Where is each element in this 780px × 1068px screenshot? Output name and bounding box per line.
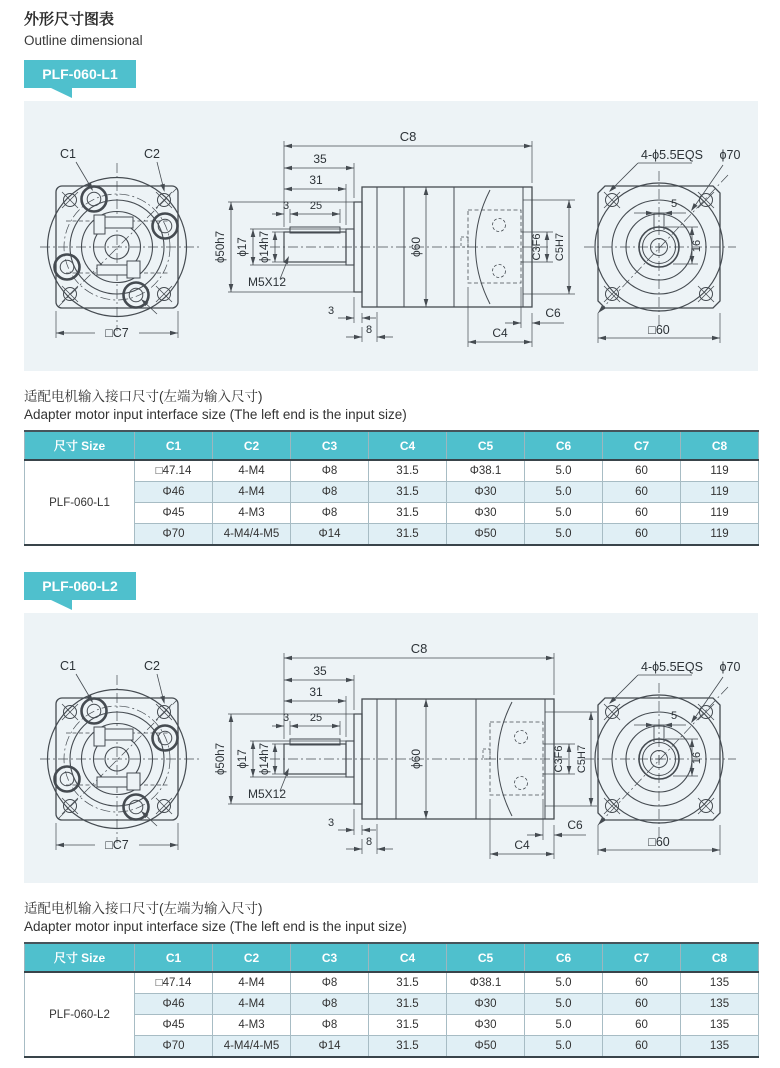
table-header-cell: C3	[291, 431, 369, 460]
table-cell: 60	[603, 972, 681, 994]
table-cell: 4-M4	[213, 482, 291, 503]
svg-text:C3F6: C3F6	[531, 233, 543, 261]
svg-text:5: 5	[670, 710, 678, 722]
svg-text:C8: C8	[399, 129, 417, 144]
svg-text:3: 3	[282, 712, 290, 724]
svg-text:16: 16	[691, 751, 703, 765]
svg-text:35: 35	[313, 152, 327, 166]
page-subtitle: Outline dimensional	[24, 33, 143, 48]
model-badge-label: PLF-060-L1	[42, 66, 118, 82]
technical-drawing	[24, 101, 758, 371]
table-cell: 4-M4/4-M5	[213, 1036, 291, 1058]
table-cell: Φ30	[447, 482, 525, 503]
table-cell: Φ8	[291, 503, 369, 524]
table-cell: Φ70	[135, 524, 213, 546]
section-plf-060-l1	[24, 60, 757, 546]
svg-text:C4: C4	[514, 838, 530, 852]
table-cell: 5.0	[525, 994, 603, 1015]
table-cell: Φ14	[291, 1036, 369, 1058]
table-header-cell: C7	[603, 943, 681, 972]
table-cell: Φ45	[135, 1015, 213, 1036]
table-cell: 31.5	[369, 972, 447, 994]
table-cell: 135	[681, 1015, 759, 1036]
table-cell: 135	[681, 972, 759, 994]
table-cell: 5.0	[525, 503, 603, 524]
table-cell: 4-M3	[213, 1015, 291, 1036]
note-en: Adapter motor input interface size (The left end is the input size)	[24, 919, 407, 934]
svg-text:C5H7: C5H7	[554, 232, 566, 262]
table-cell: 5.0	[525, 524, 603, 546]
table-cell: 60	[603, 994, 681, 1015]
table-row	[25, 1036, 759, 1058]
table-cell: 119	[681, 503, 759, 524]
svg-text:8: 8	[365, 324, 373, 336]
table-header-cell: C8	[681, 943, 759, 972]
table-cell: Φ45	[135, 503, 213, 524]
table-cell: Φ46	[135, 482, 213, 503]
svg-text:C1: C1	[60, 659, 76, 673]
svg-text:4-ϕ5.5EQS: 4-ϕ5.5EQS	[641, 660, 703, 674]
table-cell: 31.5	[369, 524, 447, 546]
table-cell: 119	[681, 524, 759, 546]
svg-text:ϕ50h7: ϕ50h7	[215, 230, 227, 264]
table-cell: 31.5	[369, 482, 447, 503]
table-row	[25, 482, 759, 503]
table-cell: 31.5	[369, 503, 447, 524]
table-header-cell: 尺寸 Size	[25, 943, 135, 972]
svg-text:C2: C2	[144, 659, 160, 673]
table-cell: 5.0	[525, 1015, 603, 1036]
table-cell: Φ50	[447, 524, 525, 546]
svg-text:ϕ50h7: ϕ50h7	[215, 742, 227, 776]
table-cell: 31.5	[369, 994, 447, 1015]
svg-text:C5H7: C5H7	[576, 744, 588, 774]
table-cell: 60	[603, 1015, 681, 1036]
table-header-cell: C6	[525, 943, 603, 972]
svg-text:35: 35	[313, 664, 327, 678]
svg-text:ϕ14h7: ϕ14h7	[259, 230, 271, 264]
table-cell: 4-M4	[213, 972, 291, 994]
svg-text:M5X12: M5X12	[247, 787, 287, 801]
model-badge	[24, 60, 136, 88]
svg-text:ϕ70: ϕ70	[719, 148, 741, 162]
svg-text:8: 8	[365, 836, 373, 848]
svg-text:31: 31	[309, 685, 323, 699]
table-row-label: PLF-060-L1	[25, 460, 135, 545]
table-header-cell: C4	[369, 431, 447, 460]
svg-text:25: 25	[309, 712, 323, 724]
table-cell: Φ70	[135, 1036, 213, 1058]
svg-text:ϕ14h7: ϕ14h7	[259, 742, 271, 776]
table-row	[25, 1015, 759, 1036]
svg-text:25: 25	[309, 200, 323, 212]
table-cell: Φ30	[447, 503, 525, 524]
table-cell: Φ30	[447, 1015, 525, 1036]
model-badge	[24, 572, 136, 600]
table-cell: 4-M4	[213, 994, 291, 1015]
svg-text:C8: C8	[410, 641, 428, 656]
table-cell: 31.5	[369, 1015, 447, 1036]
svg-text:3: 3	[327, 305, 335, 317]
table-row-label: PLF-060-L2	[25, 972, 135, 1057]
table-row	[25, 460, 759, 482]
table-cell: 60	[603, 1036, 681, 1058]
table-cell: Φ14	[291, 524, 369, 546]
table-cell: 60	[603, 482, 681, 503]
table-cell: 4-M4	[213, 460, 291, 482]
table-row	[25, 972, 759, 994]
svg-text:5: 5	[670, 198, 678, 210]
svg-text:C4: C4	[492, 326, 508, 340]
dimension-table	[24, 942, 759, 1058]
table-cell: Φ8	[291, 994, 369, 1015]
table-cell: 60	[603, 503, 681, 524]
table-cell: 5.0	[525, 972, 603, 994]
table-header-cell: C6	[525, 431, 603, 460]
table-cell: Φ46	[135, 994, 213, 1015]
svg-text:□60: □60	[648, 835, 670, 849]
svg-text:4-ϕ5.5EQS: 4-ϕ5.5EQS	[641, 148, 703, 162]
drawing-panel	[24, 613, 758, 883]
technical-drawing	[24, 613, 758, 883]
note-zh: 适配电机输入接口尺寸(左端为输入尺寸)	[24, 901, 263, 916]
svg-text:3: 3	[282, 200, 290, 212]
table-cell: 4-M3	[213, 503, 291, 524]
table-header-cell: 尺寸 Size	[25, 431, 135, 460]
table-header-cell: C2	[213, 431, 291, 460]
svg-text:31: 31	[309, 173, 323, 187]
table-cell: 4-M4/4-M5	[213, 524, 291, 546]
svg-text:M5X12: M5X12	[247, 275, 287, 289]
svg-text:C1: C1	[60, 147, 76, 161]
table-cell: 5.0	[525, 460, 603, 482]
table-header-cell: C8	[681, 431, 759, 460]
table-header-cell: C1	[135, 431, 213, 460]
svg-text:C6: C6	[545, 306, 561, 320]
table-header-cell: C1	[135, 943, 213, 972]
svg-text:□C7: □C7	[105, 838, 129, 852]
table-cell: Φ38.1	[447, 460, 525, 482]
svg-text:C3F6: C3F6	[553, 745, 565, 773]
svg-text:C2: C2	[144, 147, 160, 161]
table-row	[25, 524, 759, 546]
table-cell: Φ30	[447, 994, 525, 1015]
table-cell: 135	[681, 994, 759, 1015]
table-cell: Φ8	[291, 1015, 369, 1036]
svg-text:ϕ60: ϕ60	[409, 236, 423, 258]
table-cell: Φ8	[291, 482, 369, 503]
table-cell: 31.5	[369, 460, 447, 482]
table-cell: 5.0	[525, 482, 603, 503]
table-row	[25, 503, 759, 524]
table-cell: 119	[681, 482, 759, 503]
table-cell: 31.5	[369, 1036, 447, 1058]
table-row	[25, 994, 759, 1015]
table-cell: 60	[603, 524, 681, 546]
table-cell: 119	[681, 460, 759, 482]
svg-text:ϕ60: ϕ60	[409, 748, 423, 770]
section-plf-060-l2	[24, 546, 757, 1058]
svg-text:16: 16	[691, 239, 703, 253]
svg-text:ϕ70: ϕ70	[719, 660, 741, 674]
note-en: Adapter motor input interface size (The left end is the input size)	[24, 407, 407, 422]
svg-text:C6: C6	[567, 818, 583, 832]
table-header-cell: C5	[447, 943, 525, 972]
table-cell: 60	[603, 460, 681, 482]
note-zh: 适配电机输入接口尺寸(左端为输入尺寸)	[24, 389, 263, 404]
table-header-cell: C2	[213, 943, 291, 972]
table-cell: 5.0	[525, 1036, 603, 1058]
model-badge-label: PLF-060-L2	[42, 578, 118, 594]
table-cell: Φ8	[291, 972, 369, 994]
table-cell: Φ8	[291, 460, 369, 482]
dimension-table	[24, 430, 759, 546]
table-header-cell: C3	[291, 943, 369, 972]
table-header-cell: C5	[447, 431, 525, 460]
table-cell: □47.14	[135, 460, 213, 482]
table-header-cell: C4	[369, 943, 447, 972]
svg-text:□C7: □C7	[105, 326, 129, 340]
table-cell: 135	[681, 1036, 759, 1058]
svg-text:□60: □60	[648, 323, 670, 337]
svg-text:ϕ17: ϕ17	[237, 749, 249, 769]
page-title: 外形尺寸图表	[24, 11, 115, 28]
table-cell: Φ38.1	[447, 972, 525, 994]
svg-text:ϕ17: ϕ17	[237, 237, 249, 257]
table-header-cell: C7	[603, 431, 681, 460]
drawing-panel	[24, 101, 758, 371]
svg-text:3: 3	[327, 817, 335, 829]
table-cell: Φ50	[447, 1036, 525, 1058]
table-cell: □47.14	[135, 972, 213, 994]
